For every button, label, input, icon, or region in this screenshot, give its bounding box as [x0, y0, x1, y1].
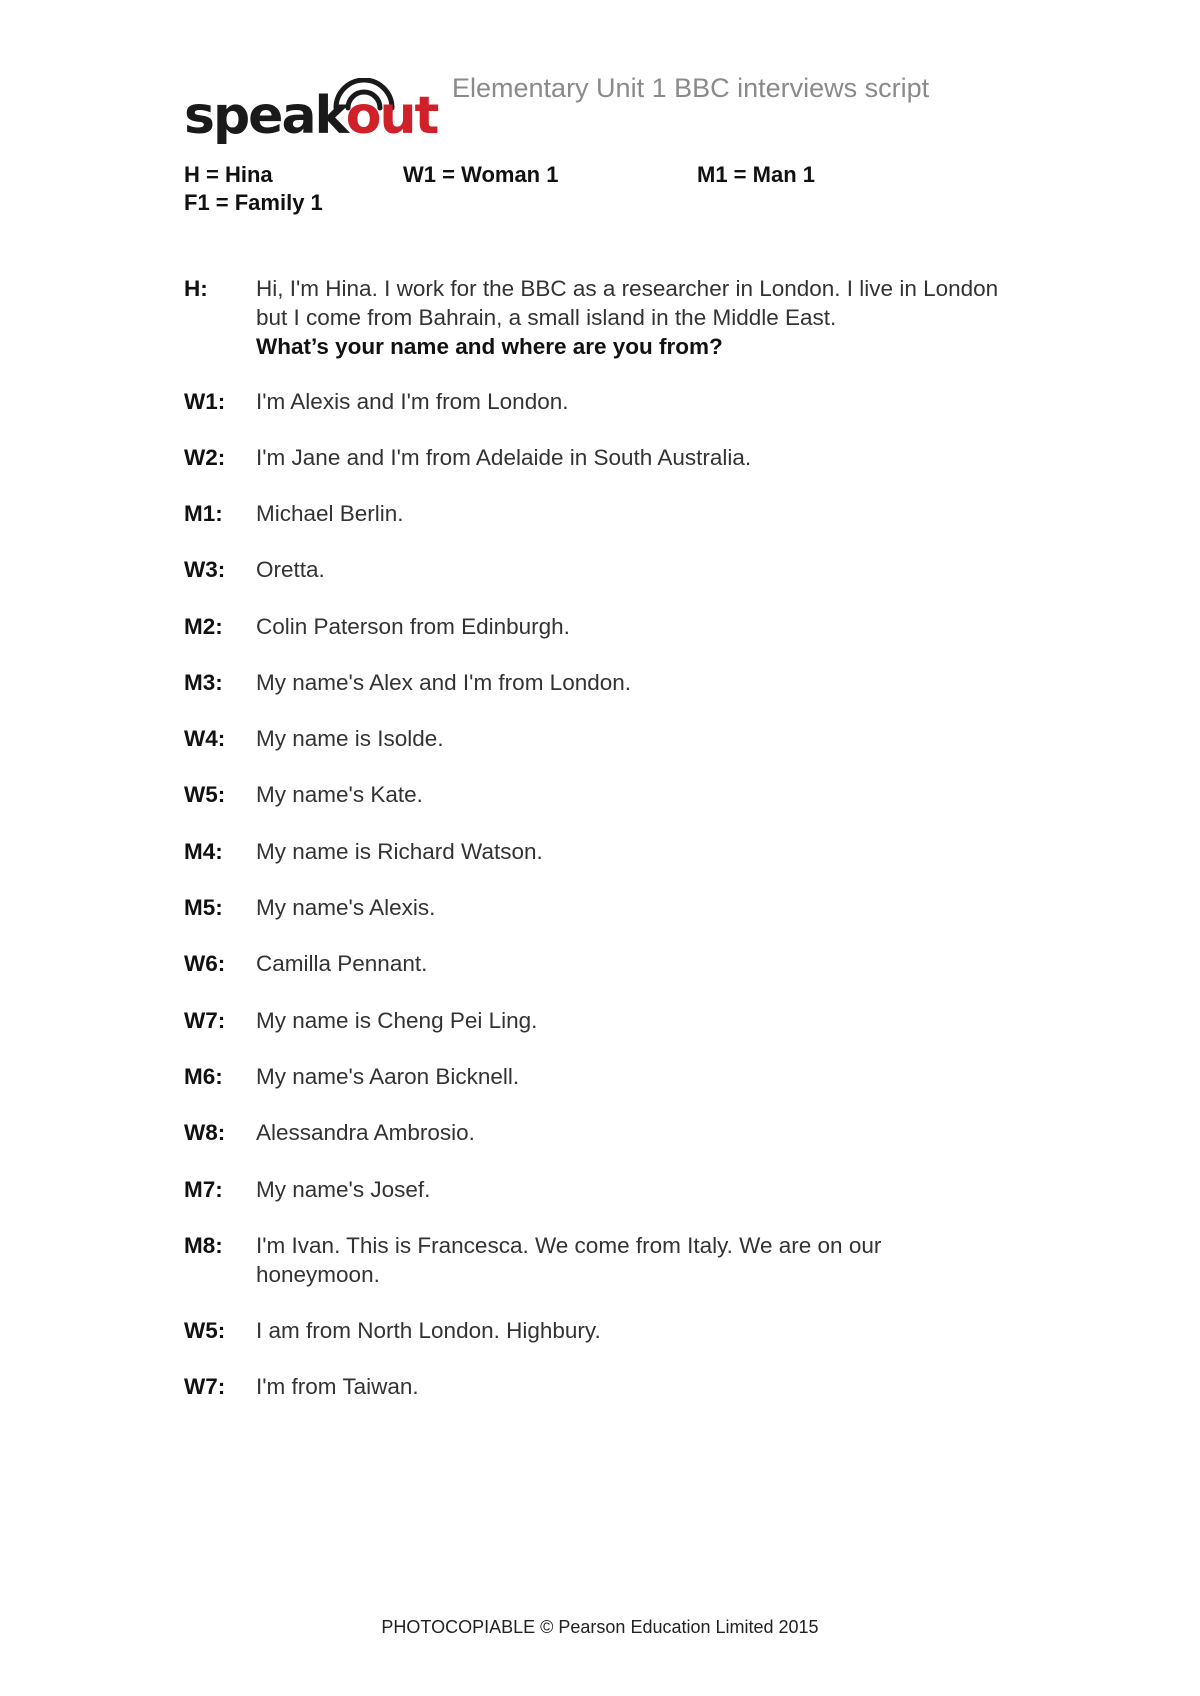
speaker-label: M1: [184, 501, 223, 526]
key-man: M1 = Man 1 [697, 162, 815, 187]
script-line [184, 499, 1004, 528]
speaker-label: H: [184, 276, 208, 301]
key-family: F1 = Family 1 [184, 190, 323, 215]
speaker-label: M6: [184, 1064, 223, 1089]
line-text: My name is Isolde. [256, 726, 444, 751]
line-text [256, 274, 1004, 361]
logo-wordmark: speakout [184, 86, 438, 146]
line-text: My name is Richard Watson. [256, 839, 543, 864]
speaker-label: W2: [184, 445, 226, 470]
speaker-label: M2: [184, 614, 223, 639]
script-line [184, 274, 1004, 361]
speaker-label: M8: [184, 1233, 223, 1258]
script-line [184, 668, 1004, 697]
speaker-label: M7: [184, 1177, 223, 1202]
script-line [184, 893, 1004, 922]
line-text-body: Hi, I'm Hina. I work for the BBC as a researcher in London. I live in London but I come from Bahrain, a small island in the Middle East. [256, 276, 999, 330]
speaker-label: W5: [184, 1318, 226, 1343]
line-text: My name's Josef. [256, 1177, 431, 1202]
speaker-label: W5: [184, 782, 226, 807]
line-question: What’s your name and where are you from? [256, 334, 723, 359]
script-line [184, 612, 1004, 641]
line-text: My name's Kate. [256, 782, 423, 807]
key-woman: W1 = Woman 1 [403, 162, 559, 187]
script-line [184, 555, 1004, 584]
speaker-label: W8: [184, 1120, 226, 1145]
line-text: I'm from Taiwan. [256, 1374, 419, 1399]
line-text: I am from North London. Highbury. [256, 1318, 601, 1343]
line-text: Colin Paterson from Edinburgh. [256, 614, 570, 639]
script-line [184, 780, 1004, 809]
line-text: I'm Ivan. This is Francesca. We come from Italy. We are on our honeymoon. [256, 1233, 882, 1287]
line-text: Camilla Pennant. [256, 951, 428, 976]
script-line [184, 724, 1004, 753]
speaker-label: M4: [184, 839, 223, 864]
line-text: My name is Cheng Pei Ling. [256, 1008, 538, 1033]
script-line [184, 837, 1004, 866]
document-title: Elementary Unit 1 BBC interviews script [452, 73, 930, 103]
line-text: Oretta. [256, 557, 325, 582]
speaker-label: W4: [184, 726, 226, 751]
script-line [184, 1118, 1004, 1147]
line-text: My name's Aaron Bicknell. [256, 1064, 520, 1089]
script-line [184, 949, 1004, 978]
script-line [184, 1006, 1004, 1035]
script-line [184, 443, 1004, 472]
speaker-label: W6: [184, 951, 226, 976]
speakout-logo [184, 78, 438, 153]
script-line [184, 1316, 1004, 1345]
copyright-footer: PHOTOCOPIABLE © Pearson Education Limited 2015 [381, 1617, 819, 1637]
script-line [184, 1231, 1004, 1289]
line-text: My name's Alex and I'm from London. [256, 670, 632, 695]
script-line [184, 1062, 1004, 1091]
script-line [184, 1175, 1004, 1204]
line-text: My name's Alexis. [256, 895, 436, 920]
speaker-label: W3: [184, 557, 226, 582]
line-text: Michael Berlin. [256, 501, 404, 526]
speaker-label: W7: [184, 1374, 226, 1399]
script-line [184, 1372, 1004, 1401]
line-text: Alessandra Ambrosio. [256, 1120, 475, 1145]
line-text: I'm Jane and I'm from Adelaide in South Australia. [256, 445, 752, 470]
speaker-label: W7: [184, 1008, 226, 1033]
speaker-label: M5: [184, 895, 223, 920]
speaker-label: W1: [184, 389, 226, 414]
line-text: I'm Alexis and I'm from London. [256, 389, 569, 414]
speaker-label: M3: [184, 670, 223, 695]
script-line [184, 387, 1004, 416]
key-hina: H = Hina [184, 162, 273, 187]
